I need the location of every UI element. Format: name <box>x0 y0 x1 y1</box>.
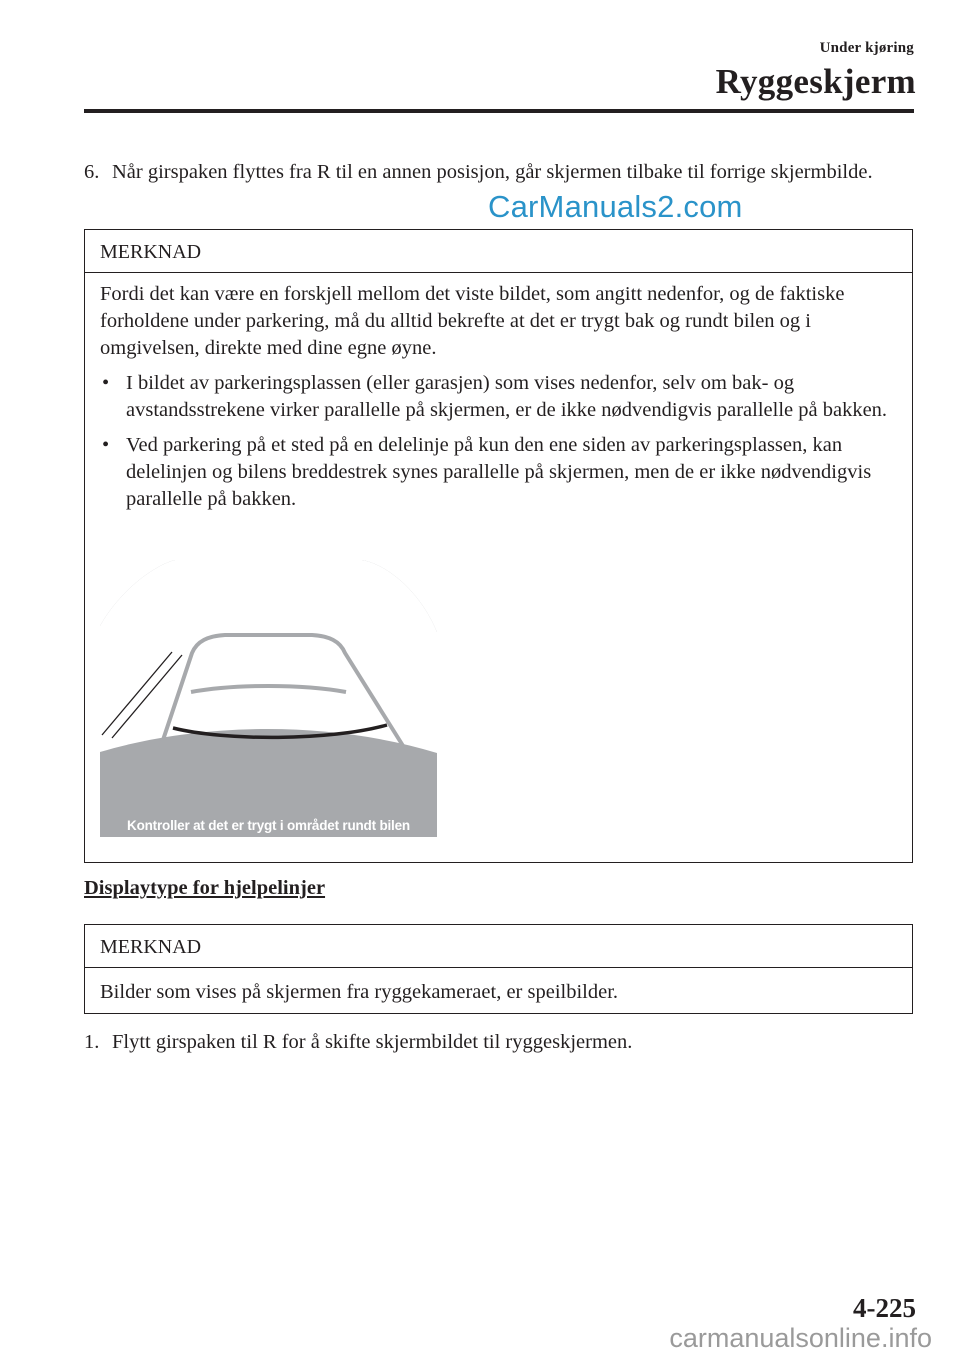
bullet-dot: • <box>102 372 110 394</box>
watermark-carmanuals2[interactable]: CarManuals2.com <box>488 189 743 224</box>
rear-camera-screen <box>100 560 437 837</box>
page-number: 4-225 <box>853 1293 916 1323</box>
figure-caption: Kontroller at det er trygt i området rundt bilen <box>127 818 410 833</box>
step-text: Flytt girspaken til R for å skifte skjermbildet til ryggeskjermen. <box>112 1031 633 1053</box>
section-label: Under kjøring <box>819 40 914 56</box>
watermark-carmanualsonline[interactable]: carmanualsonline.info <box>669 1323 932 1353</box>
header-rule <box>84 109 914 113</box>
rear-camera-illustration <box>100 560 437 837</box>
bullet-text: I bildet av parkeringsplassen (eller garasjen) som vises nedenfor, selv om bak- og avstandsstrekene virker parallelle på skjermen, er de ikke nødvendigvis parallelle på bakken. <box>126 372 888 421</box>
note-bullet <box>100 370 894 424</box>
note-heading: MERKNAD <box>85 230 912 273</box>
bullet-dot: • <box>102 434 110 456</box>
step-number: 1. <box>84 1031 100 1053</box>
note-paragraph: Bilder som vises på skjermen fra ryggekameraet, er speilbilder. <box>100 981 619 1003</box>
note-box-1 <box>84 229 913 863</box>
bullet-text: Ved parkering på et sted på en delelinje på kun den ene siden av parkeringsplassen, kan delelinjen og bilens breddestrek synes parallelle på skjermen, men de er ikke nødvendigvis parallelle på bakken. <box>126 434 872 510</box>
section-title: Ryggeskjerm <box>715 62 916 101</box>
subheading-guide-line-display: Displaytype for hjelpelinjer <box>84 877 326 899</box>
note-paragraph: Fordi det kan være en forskjell mellom det viste bildet, som angitt nedenfor, og de faktiske forholdene under parkering, må du alltid bekrefte at det er trygt bak og rundt bilen og i omgivelsen, direkte med dine egne øyne. <box>100 283 845 359</box>
note-body <box>85 273 912 513</box>
note-box-2 <box>84 924 913 1014</box>
step-1 <box>84 1029 904 1056</box>
step-number: 6. <box>84 161 100 183</box>
note-heading: MERKNAD <box>85 925 912 968</box>
step-6 <box>84 159 904 186</box>
note-bullet <box>100 432 894 513</box>
step-text: Når girspaken flyttes fra R til en annen posisjon, går skjermen tilbake til forrige skjermbilde. <box>112 161 873 183</box>
note-body <box>85 968 912 1006</box>
